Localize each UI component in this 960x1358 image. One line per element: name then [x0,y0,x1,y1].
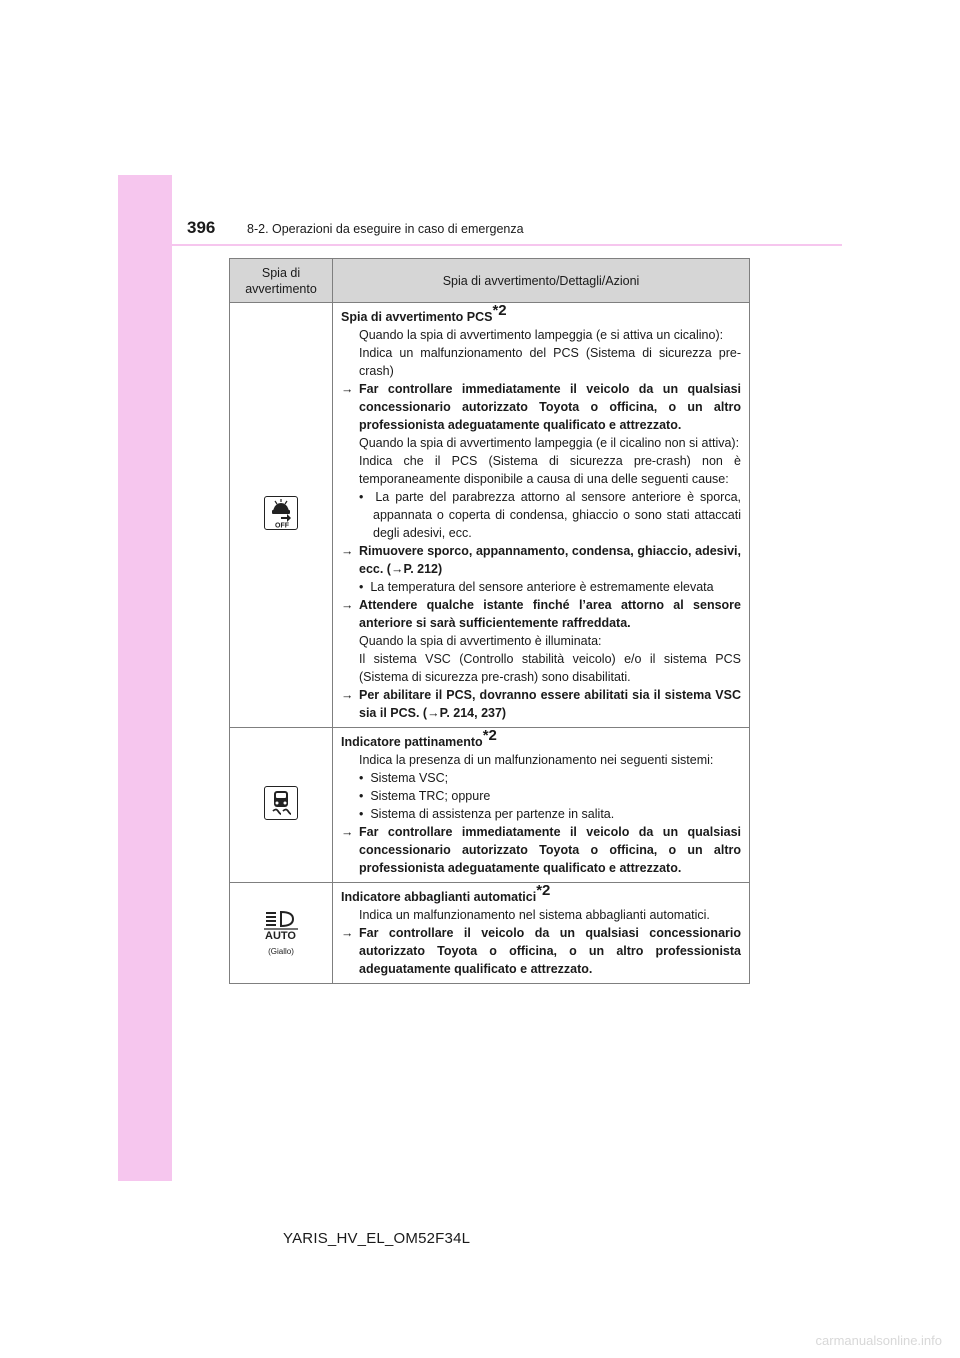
table-row [230,728,750,883]
table-row [230,303,750,728]
arrow-icon: → [341,926,354,940]
icon-cell [230,728,333,883]
bullet-item: • Sistema TRC; oppure [359,789,491,803]
bullet-icon: • [359,490,364,504]
pcs-warning-icon [264,496,298,530]
icon-cell [230,883,333,984]
column-header-details: Spia di avvertimento/Dettagli/Azioni [333,259,750,303]
action-text: → Far controllare immediatamente il veicolo da un qualsiasi concessionario autorizzato Toyota o officina, o un altro professionista adeguatamente qualificato e attrezzato. [341,382,741,432]
action-text: → Far controllare immediatamente il veicolo da un qualsiasi concessionario autorizzato Toyota o officina, o un altro professionista adeguatamente qualificato e attrezzato. [341,825,741,875]
bullet-icon: • [359,807,364,821]
footnote-marker: *2 [536,882,551,899]
slip-indicator-icon [264,786,298,820]
action-text: → Rimuovere sporco, appannamento, condensa, ghiaccio, adesivi, ecc. (→P. 212) [341,544,741,576]
arrow-icon: → [341,382,354,396]
arrow-icon: → [341,598,354,612]
action-text: → Attendere qualche istante finché l’area attorno al sensore anteriore si sarà sufficientemente raffreddata. [341,598,741,630]
detail-text: Il sistema VSC (Controllo stabilità veicolo) e/o il sistema PCS (Sistema di sicurezza pre-crash) sono disabilitati. [359,652,741,684]
detail-text: Quando la spia di avvertimento lampeggia (e si attiva un cicalino): [359,328,724,342]
arrow-icon: → [341,688,354,702]
page-number: 396 [187,218,216,237]
watermark: carmanualsonline.info [815,1333,942,1348]
action-text: → Far controllare il veicolo da un qualsiasi concessionario autorizzato Toyota o officina, o un altro professionista adeguatamente qualificato e attrezzato. [341,926,741,976]
arrow-icon: → [341,825,354,839]
bullet-icon: • [359,789,364,803]
table-header-row [230,259,750,303]
bullet-item: • La parte del parabrezza attorno al sensore anteriore è sporca, appannata o coperta di condensa, ghiaccio o sono stati attaccati degli adesivi, ecc. [359,490,742,540]
footnote-marker: *2 [492,302,507,319]
details-cell [333,303,750,728]
detail-text: Indica la presenza di un malfunzionamento nei seguenti sistemi: [359,753,714,767]
column-header-light: Spia di avvertimento [230,259,333,303]
detail-text: Indica un malfunzionamento nel sistema abbaglianti automatici. [359,908,710,922]
detail-text: Quando la spia di avvertimento è illuminata: [359,634,602,648]
entry-title: Indicatore abbaglianti automatici$^{*2}$ [341,882,551,904]
bullet-item: • La temperatura del sensore anteriore è estremamente elevata [359,580,714,594]
bullet-item: • Sistema VSC; [359,771,449,785]
footnote-marker: *2 [482,727,497,744]
bullet-item: • Sistema di assistenza per partenze in salita. [359,807,615,821]
arrow-icon: → [341,544,354,558]
warning-lights-table [229,258,750,984]
table-row [230,883,750,984]
arrow-icon: → [427,706,440,720]
detail-text: Indica che il PCS (Sistema di sicurezza pre-crash) non è temporaneamente disponibile a causa di una delle seguenti cause: [359,454,741,486]
auto-icon-label: AUTO [265,929,296,940]
document-code: YARIS_HV_EL_OM52F34L [283,1230,471,1247]
auto-high-beam-icon [261,910,301,940]
header-rule [172,244,842,246]
action-text: → Per abilitare il PCS, dovranno essere abilitati sia il sistema VSC sia il PCS. (→P. 214, 237) [341,688,741,720]
bullet-icon: • [359,771,364,785]
chapter-side-band [118,175,172,1181]
section-title: 8-2. Operazioni da eseguire in caso di emergenza [247,222,524,236]
icon-cell [230,303,333,728]
bullet-icon: • [359,580,364,594]
icon-color-caption: (Giallo) [268,946,294,956]
entry-title: Spia di avvertimento PCS$^{*2}$ [341,302,507,324]
pcs-icon-off-label: OFF [275,522,289,529]
detail-text: Indica un malfunzionamento del PCS (Sistema di sicurezza pre-crash) [359,346,741,378]
details-cell [333,883,750,984]
arrow-icon: → [390,562,404,576]
entry-title: Indicatore pattinamento$^{*2}$ [341,727,497,749]
details-cell [333,728,750,883]
detail-text: Quando la spia di avvertimento lampeggia (e il cicalino non si attiva): [359,436,740,450]
